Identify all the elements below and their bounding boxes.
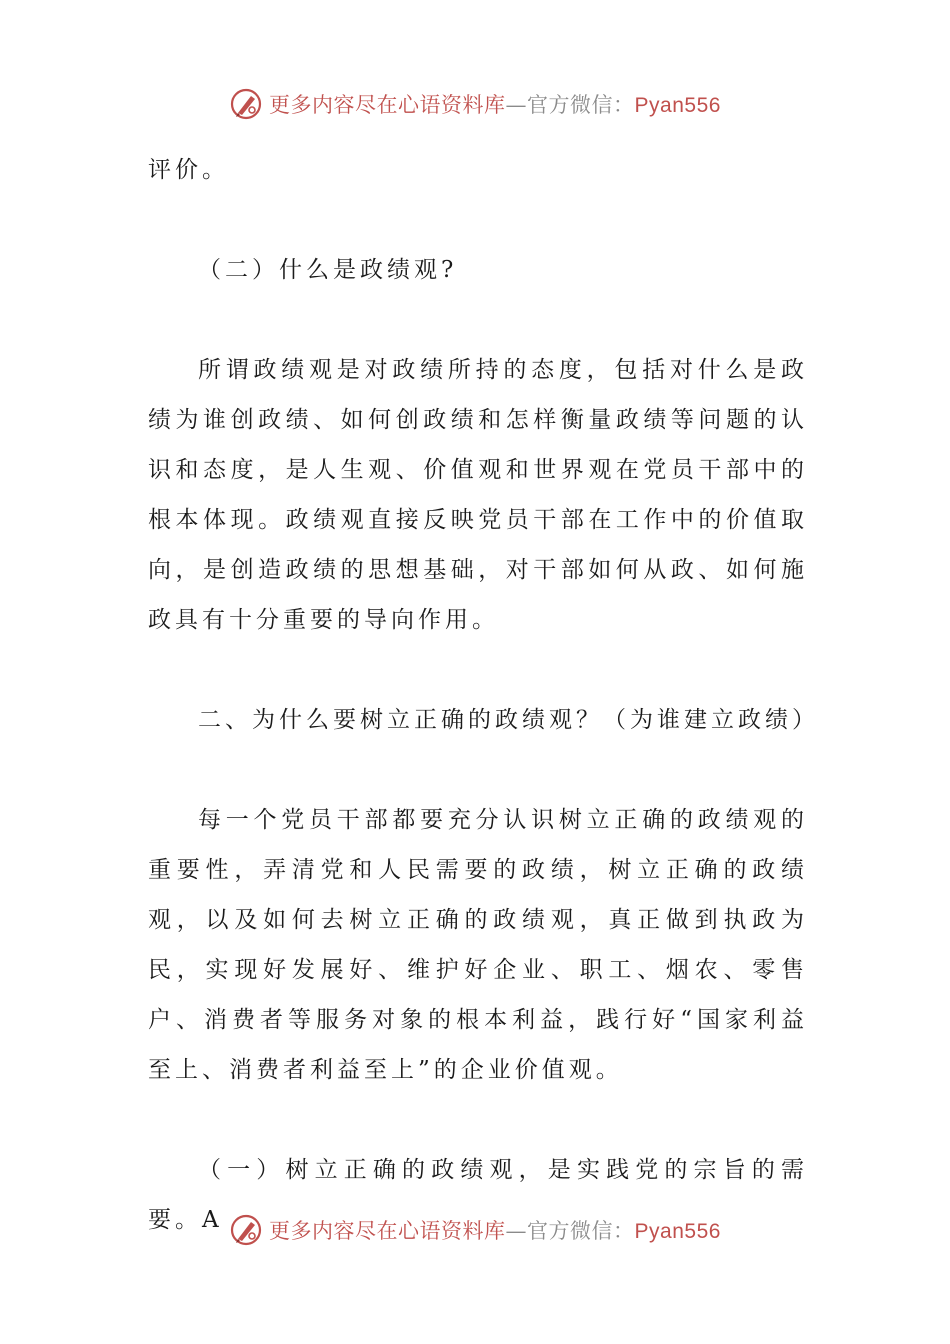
document-body bbox=[148, 145, 819, 1245]
banner-brand-text: 更多内容尽在心语资料库 bbox=[269, 1219, 506, 1243]
banner-wechat-handle: Pyan556 bbox=[634, 94, 721, 117]
banner-brand-text: 更多内容尽在心语资料库 bbox=[269, 93, 506, 117]
paragraph-definition: 所谓政绩观是对政绩所持的态度，包括对什么是政绩为谁创政绩、如何创政绩和怎样衡量政绩等问题的认识和态度，是人生观、价值观和世界观在党员干部中的根本体现。政绩观直接反映党员干部在工作中的价值取向，是创造政绩的思想基础，对干部如何从政、如何施政具有十分重要的导向作用。 bbox=[148, 357, 808, 633]
section-heading-why: 二、为什么要树立正确的政绩观？（为谁建立政绩） bbox=[198, 707, 819, 733]
header-watermark-banner bbox=[0, 84, 950, 124]
banner-dash: — bbox=[505, 93, 528, 117]
banner-wechat-label: 官方微信： bbox=[527, 1219, 635, 1243]
banner-wechat-handle: Pyan556 bbox=[634, 1220, 721, 1243]
paragraph-evaluation: 评价。 bbox=[148, 157, 229, 183]
banner-wechat-label: 官方微信： bbox=[527, 93, 635, 117]
paragraph-importance: 每一个党员干部都要充分认识树立正确的政绩观的重要性，弄清党和人民需要的政绩，树立正确的政绩观，以及如何去树立正确的政绩观，真正做到执政为民，实现好发展好、维护好企业、职工、烟农、零售户、消费者等服务对象的根本利益，践行好“国家利益至上、消费者利益至上”的企业价值观。 bbox=[148, 807, 808, 1083]
section-heading-practice: （一）树立正确的政绩观，是实践党的宗旨的需要。A bbox=[148, 1157, 808, 1233]
section-heading-what-is: （二）什么是政绩观? bbox=[198, 257, 458, 283]
pen-circle-icon bbox=[229, 87, 263, 121]
pen-circle-icon bbox=[229, 1213, 263, 1247]
banner-dash: — bbox=[505, 1219, 528, 1243]
footer-watermark-banner bbox=[0, 1210, 950, 1250]
